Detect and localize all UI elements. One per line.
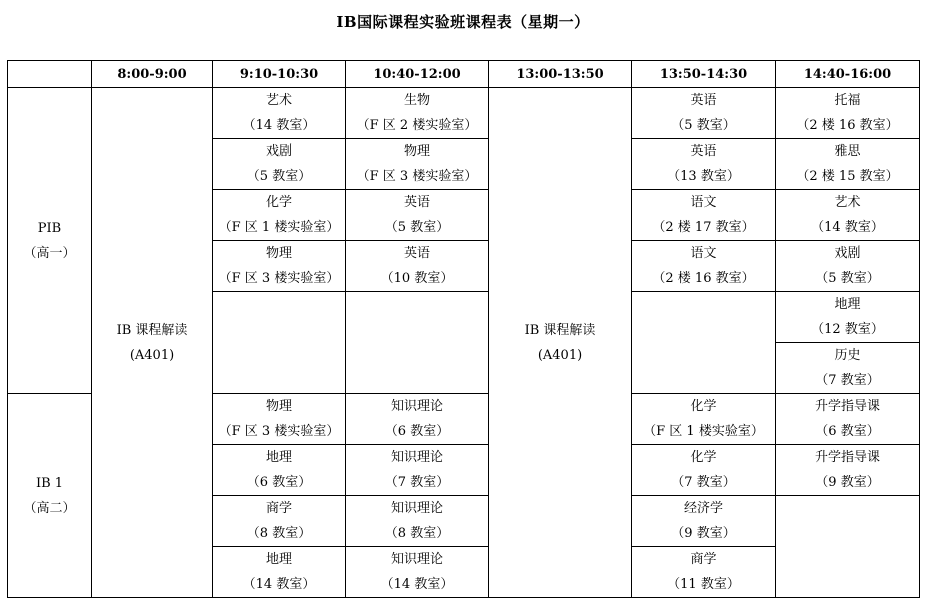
course-name: 英语 xyxy=(403,246,430,261)
course-name: IB 课程解读 xyxy=(524,322,596,338)
course-cell xyxy=(346,139,489,190)
course-cell xyxy=(346,445,489,496)
course-cell xyxy=(213,190,346,241)
course-cell xyxy=(346,190,489,241)
course-name: 商学 xyxy=(265,501,292,516)
group-grade: （高一） xyxy=(23,245,76,261)
course-name: 化学 xyxy=(265,195,292,210)
course-cell xyxy=(346,496,489,547)
course-room: （5 教室） xyxy=(671,118,736,133)
course-room: （2 楼 16 教室） xyxy=(652,271,755,286)
course-cell xyxy=(632,88,776,139)
course-room: （F 区 3 楼实验室） xyxy=(218,271,340,286)
course-cell xyxy=(213,394,346,445)
course-room: （14 教室） xyxy=(242,577,316,592)
group-name: IB 1 xyxy=(35,475,64,491)
course-room: （5 教室） xyxy=(246,169,312,184)
course-name: 英语 xyxy=(690,144,717,159)
header-time-slot: 8:00-9:00 xyxy=(92,61,213,88)
course-name: 艺术 xyxy=(834,195,861,210)
empty-cell xyxy=(213,292,346,394)
group-label-pib xyxy=(8,88,92,394)
course-room: （9 教室） xyxy=(815,475,880,490)
course-cell xyxy=(776,394,920,445)
header-time-slot: 13:50-14:30 xyxy=(632,61,776,88)
course-room: （14 教室） xyxy=(242,118,316,133)
schedule-table xyxy=(7,60,920,598)
course-name: 升学指导课 xyxy=(814,450,880,465)
course-name: 英语 xyxy=(403,195,430,210)
course-cell xyxy=(776,139,920,190)
course-room: （F 区 3 楼实验室） xyxy=(356,169,478,184)
course-cell xyxy=(776,241,920,292)
course-name: 语文 xyxy=(690,195,717,210)
page-title: IB国际课程实验班课程表（星期一） xyxy=(336,13,590,31)
course-cell xyxy=(213,496,346,547)
course-room: （7 教室） xyxy=(815,373,880,388)
course-room: （8 教室） xyxy=(246,526,312,541)
empty-cell xyxy=(632,292,776,394)
course-cell xyxy=(213,139,346,190)
course-cell xyxy=(213,88,346,139)
course-name: 戏剧 xyxy=(834,246,861,261)
course-room: （14 教室） xyxy=(811,220,884,235)
header-corner xyxy=(8,61,92,88)
course-cell xyxy=(213,445,346,496)
course-cell xyxy=(632,190,776,241)
course-room: （14 教室） xyxy=(380,577,454,592)
course-cell xyxy=(213,241,346,292)
course-room: （F 区 1 楼实验室） xyxy=(643,424,764,439)
course-name: IB 课程解读 xyxy=(116,322,188,338)
course-cell xyxy=(776,343,920,394)
shared-session-noon xyxy=(489,88,632,598)
course-name: 升学指导课 xyxy=(814,399,880,414)
group-grade: （高二） xyxy=(23,500,76,516)
empty-cell xyxy=(776,496,920,598)
header-row xyxy=(8,61,920,88)
course-cell xyxy=(776,190,920,241)
course-room: （9 教室） xyxy=(671,526,736,541)
course-room: （5 教室） xyxy=(815,271,880,286)
course-cell xyxy=(776,292,920,343)
course-room: （8 教室） xyxy=(384,526,450,541)
course-cell xyxy=(776,88,920,139)
course-cell xyxy=(632,496,776,547)
course-room: (A401) xyxy=(129,347,175,363)
course-room: （2 楼 16 教室） xyxy=(796,118,899,133)
course-cell xyxy=(346,547,489,598)
course-room: （F 区 3 楼实验室） xyxy=(218,424,340,439)
course-name: 知识理论 xyxy=(390,501,443,516)
course-cell xyxy=(346,241,489,292)
course-cell xyxy=(213,547,346,598)
course-cell xyxy=(346,394,489,445)
course-room: （2 楼 17 教室） xyxy=(652,220,755,235)
course-cell xyxy=(346,88,489,139)
course-name: 物理 xyxy=(265,246,292,261)
empty-cell xyxy=(346,292,489,394)
course-room: （12 教室） xyxy=(811,322,884,337)
course-room: （6 教室） xyxy=(815,424,880,439)
header-time-slot: 13:00-13:50 xyxy=(489,61,632,88)
course-name: 经济学 xyxy=(683,501,723,516)
course-room: （2 楼 15 教室） xyxy=(796,169,899,184)
group-label-ib1 xyxy=(8,394,92,598)
course-room: （F 区 2 楼实验室） xyxy=(356,118,478,133)
course-room: （7 教室） xyxy=(384,475,450,490)
course-cell xyxy=(632,445,776,496)
course-cell xyxy=(632,241,776,292)
course-name: 物理 xyxy=(403,144,430,159)
course-name: 知识理论 xyxy=(390,450,443,465)
course-cell xyxy=(776,445,920,496)
course-room: (A401) xyxy=(537,347,583,363)
course-name: 生物 xyxy=(403,93,430,108)
course-name: 英语 xyxy=(690,93,717,108)
course-room: （6 教室） xyxy=(246,475,312,490)
course-room: （10 教室） xyxy=(380,271,454,286)
group-name: PIB xyxy=(37,220,62,236)
course-room: （13 教室） xyxy=(667,169,740,184)
course-room: （11 教室） xyxy=(667,577,740,592)
header-time-slot: 10:40-12:00 xyxy=(346,61,489,88)
course-name: 地理 xyxy=(265,552,292,567)
course-name: 雅思 xyxy=(834,144,861,159)
course-name: 托福 xyxy=(834,93,861,108)
course-name: 艺术 xyxy=(265,93,292,108)
course-room: （5 教室） xyxy=(384,220,450,235)
course-cell xyxy=(632,139,776,190)
course-room: （7 教室） xyxy=(671,475,736,490)
course-name: 物理 xyxy=(265,399,292,414)
course-name: 地理 xyxy=(834,297,861,312)
shared-session-morning xyxy=(92,88,213,598)
course-cell xyxy=(632,394,776,445)
course-name: 历史 xyxy=(834,348,861,363)
course-name: 化学 xyxy=(690,450,717,465)
course-name: 戏剧 xyxy=(265,144,292,159)
course-name: 知识理论 xyxy=(390,399,443,414)
course-name: 地理 xyxy=(265,450,292,465)
course-name: 语文 xyxy=(690,246,717,261)
course-cell xyxy=(632,547,776,598)
course-name: 知识理论 xyxy=(390,552,443,567)
course-name: 化学 xyxy=(690,399,717,414)
header-time-slot: 9:10-10:30 xyxy=(213,61,346,88)
course-room: （6 教室） xyxy=(384,424,450,439)
header-time-slot: 14:40-16:00 xyxy=(776,61,920,88)
course-room: （F 区 1 楼实验室） xyxy=(218,220,340,235)
course-name: 商学 xyxy=(690,552,717,567)
